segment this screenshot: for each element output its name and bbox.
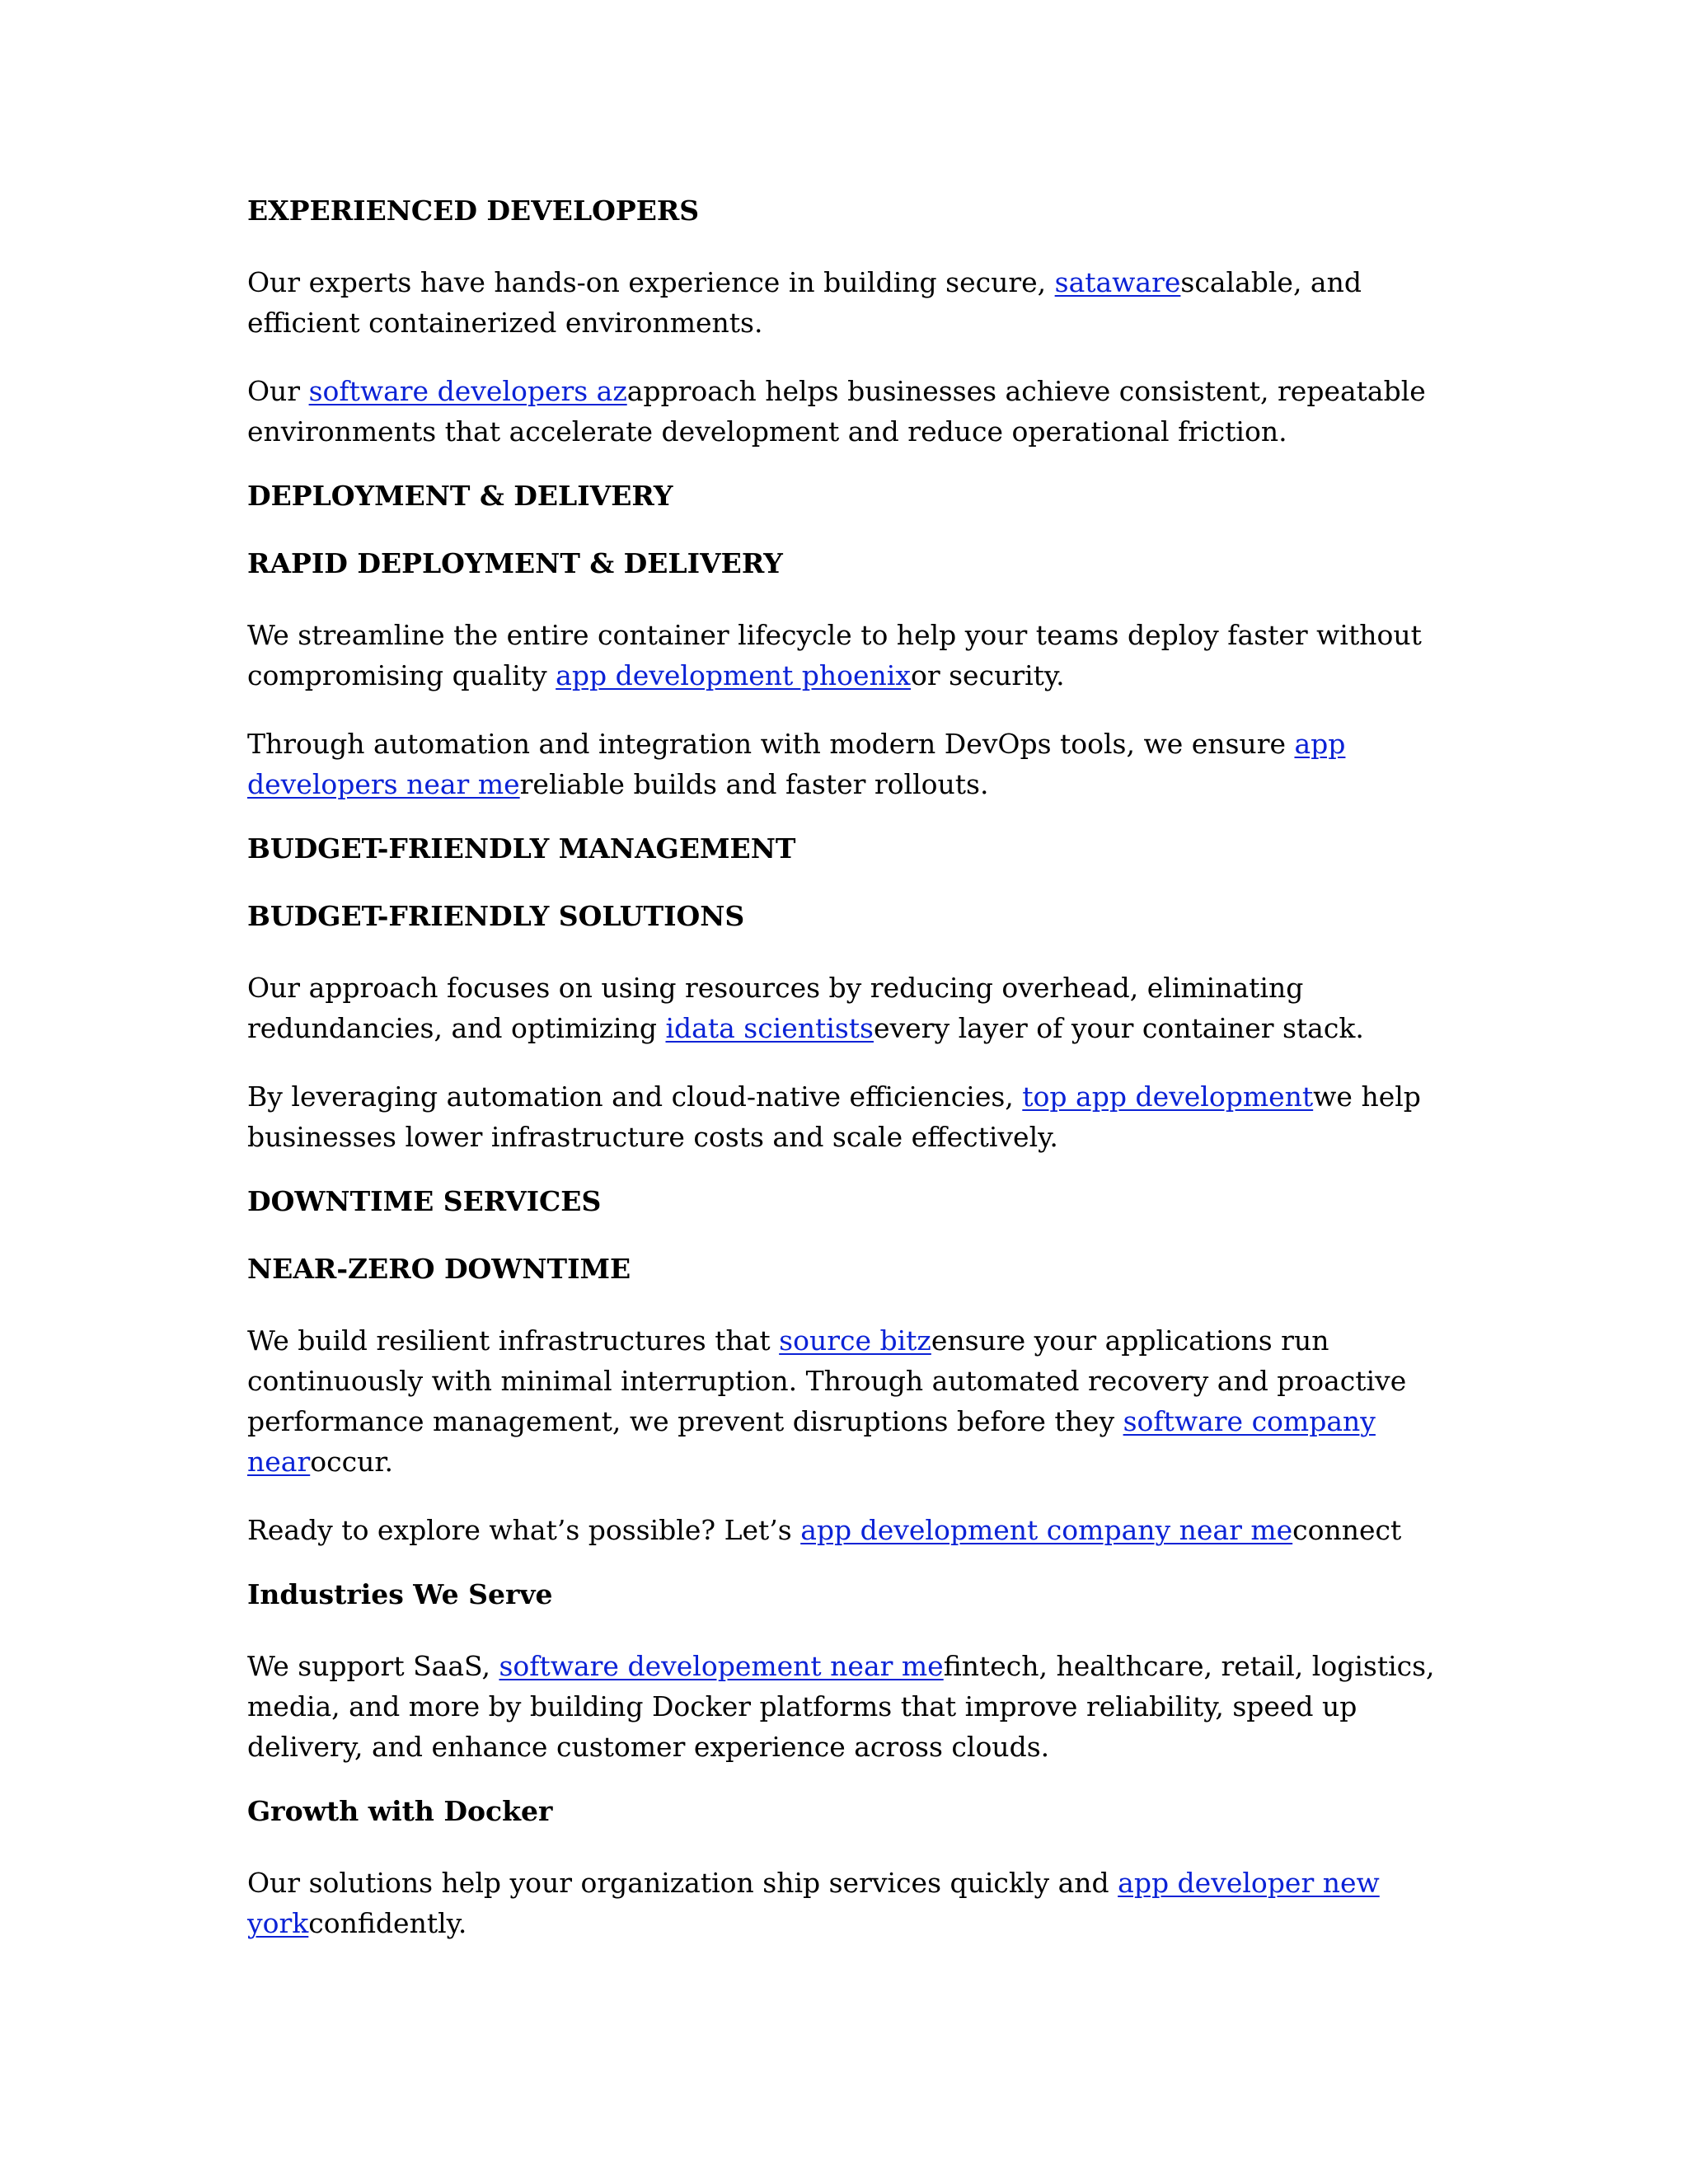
paragraph-text: We build resilient infrastructures that <box>247 1324 780 1357</box>
paragraph <box>247 371 1442 452</box>
link-app-development-phoenix[interactable]: app development phoenix <box>556 659 911 691</box>
link-source-bitz[interactable]: source bitz <box>779 1324 931 1357</box>
paragraph <box>247 968 1442 1048</box>
link-software-company-near[interactable]: software company near <box>247 1405 1376 1478</box>
paragraph <box>247 1510 1442 1550</box>
section-heading: EXPERIENCED DEVELOPERS <box>247 194 700 227</box>
paragraph-text: We support SaaS, <box>247 1650 499 1682</box>
paragraph-text: or security. <box>910 659 1065 691</box>
paragraph-text: Our experts have hands-on experience in building secure, <box>247 266 1055 298</box>
paragraph-text: Ready to explore what’s possible? Let’s <box>247 1514 801 1546</box>
paragraph <box>247 1076 1442 1157</box>
paragraph <box>247 1320 1442 1482</box>
paragraph-text: connect <box>1292 1514 1402 1546</box>
paragraph <box>247 262 1442 343</box>
link-app-development-company-near-me[interactable]: app development company near me <box>800 1514 1293 1546</box>
paragraph-text: scalable, and efficient containerized environments. <box>247 266 1362 339</box>
link-app-developer-new-york[interactable]: app developer new york <box>247 1867 1380 1939</box>
paragraph-text: We streamline the entire container lifecycle to help your teams deploy faster without compromising quality <box>247 619 1422 691</box>
paragraph-text: Our <box>247 375 309 407</box>
link-software-developers-az[interactable]: software developers az <box>308 375 627 407</box>
link-app-developers-near-me[interactable]: app developers near me <box>247 728 1346 800</box>
paragraph-text: reliable builds and faster rollouts. <box>519 768 989 800</box>
section-heading: DEPLOYMENT & DELIVERY <box>247 480 673 512</box>
paragraph-text: ensure your applications run continuously with minimal interruption. Through automated recovery and proactive performance management, we prevent disruptions before they <box>247 1324 1407 1437</box>
paragraph-text: Our solutions help your organization ship services quickly and <box>247 1867 1118 1899</box>
link-sataware[interactable]: sataware <box>1054 266 1181 298</box>
paragraph <box>247 1646 1442 1767</box>
paragraph-text: confidently. <box>308 1907 467 1939</box>
link-top-app-development[interactable]: top app development <box>1022 1080 1314 1113</box>
paragraph-text: Our approach focuses on using resources by reducing overhead, eliminating redundancies, and optimizing <box>247 972 1304 1044</box>
section-subheading: NEAR-ZERO DOWNTIME <box>247 1253 631 1285</box>
paragraph <box>247 1863 1442 1943</box>
document-page <box>247 194 1442 1971</box>
link-software-developement-near-me[interactable]: software developement near me <box>499 1650 944 1682</box>
link-idata-scientists[interactable]: idata scientists <box>665 1012 874 1044</box>
paragraph-text: approach helps businesses achieve consistent, repeatable environments that accelerate development and reduce operational friction. <box>247 375 1426 448</box>
paragraph-text: occur. <box>310 1446 393 1478</box>
section-heading: DOWNTIME SERVICES <box>247 1185 602 1217</box>
section-heading: Industries We Serve <box>247 1578 553 1610</box>
section-subheading: RAPID DEPLOYMENT & DELIVERY <box>247 547 783 579</box>
paragraph-text: every layer of your container stack. <box>873 1012 1364 1044</box>
section-subheading: BUDGET-FRIENDLY SOLUTIONS <box>247 900 745 932</box>
section-heading: BUDGET-FRIENDLY MANAGEMENT <box>247 832 796 865</box>
paragraph-text: By leveraging automation and cloud-native efficiencies, <box>247 1080 1023 1113</box>
paragraph-text: Through automation and integration with modern DevOps tools, we ensure <box>247 728 1295 760</box>
paragraph-text: we help businesses lower infrastructure costs and scale effectively. <box>247 1080 1421 1153</box>
paragraph-text: fintech, healthcare, retail, logistics, media, and more by building Docker platforms that improve reliability, speed up delivery, and enhance customer experience across clouds. <box>247 1650 1435 1763</box>
paragraph <box>247 615 1442 696</box>
section-heading: Growth with Docker <box>247 1795 553 1827</box>
paragraph <box>247 724 1442 804</box>
